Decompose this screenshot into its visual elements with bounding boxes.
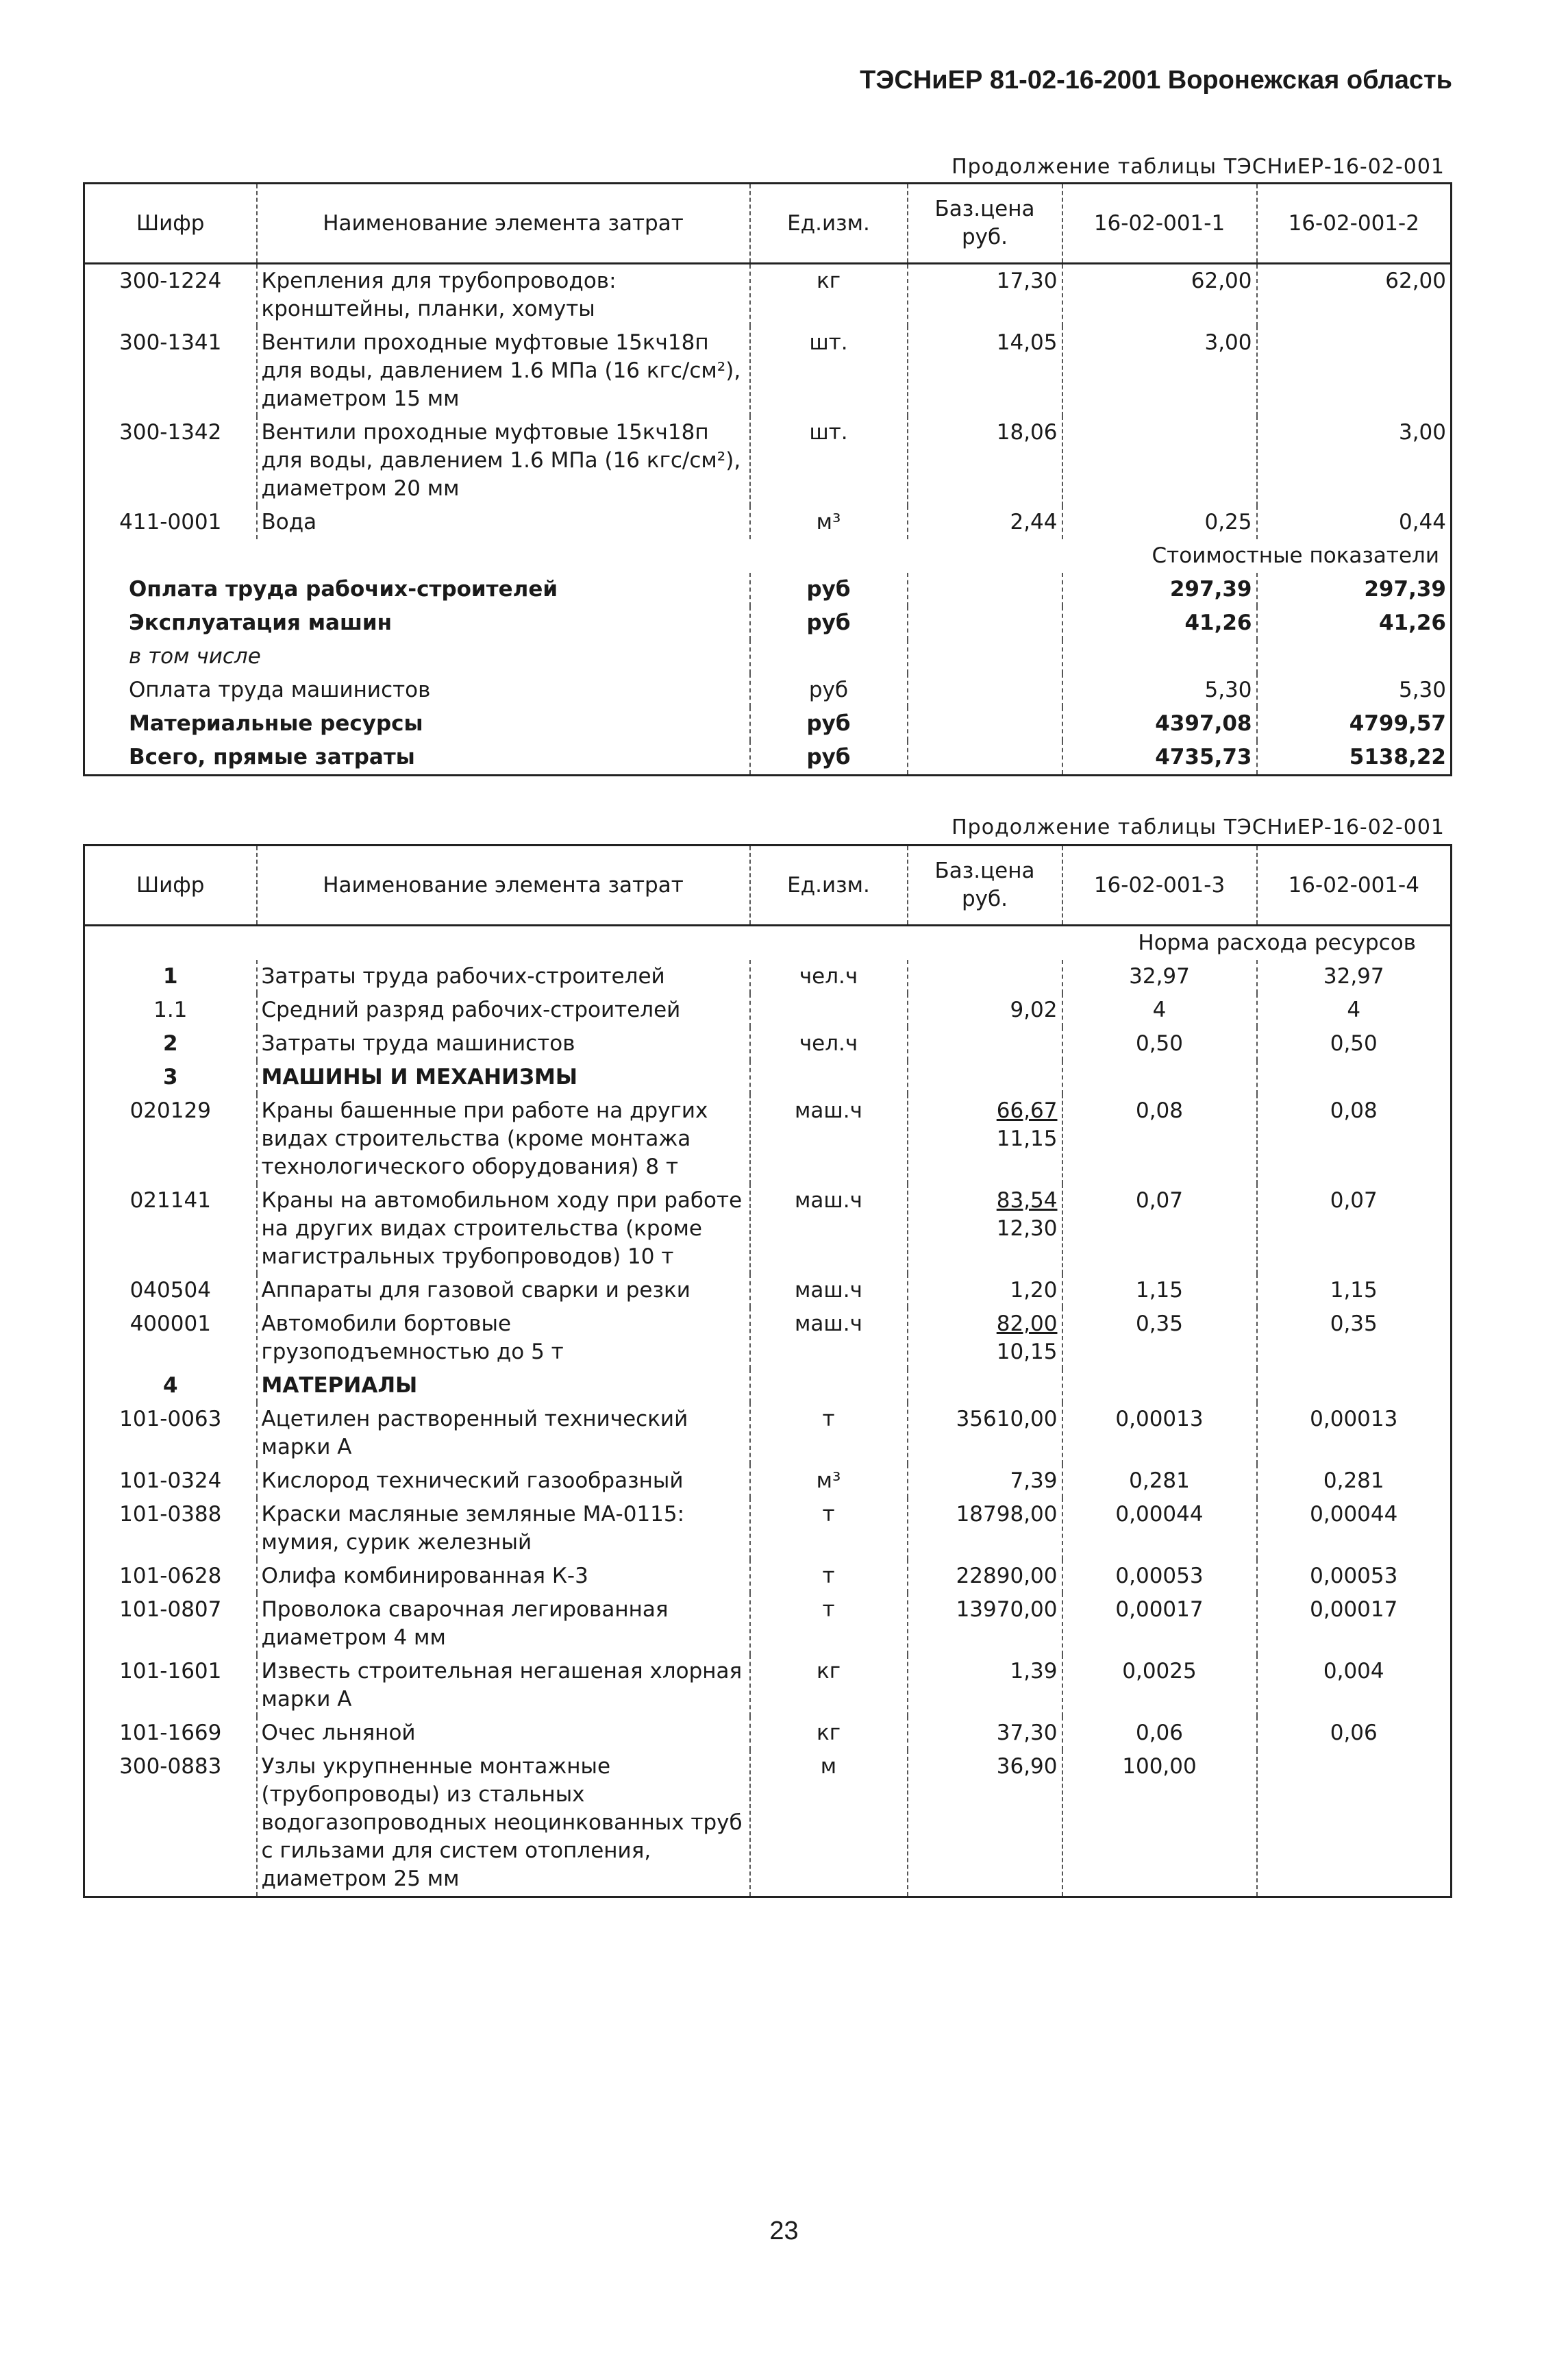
cost-name: Оплата труда машинистов bbox=[129, 678, 431, 702]
base-price-value: 35610,00 bbox=[956, 1407, 1058, 1431]
value-col-b: 0,00013 bbox=[1257, 1403, 1452, 1464]
cost-price bbox=[908, 707, 1062, 741]
base-price-value: 37,30 bbox=[996, 1721, 1058, 1745]
resource-name: Очес льняной bbox=[257, 1716, 750, 1750]
table1-header-row bbox=[84, 184, 1452, 264]
resource-code: 3 bbox=[162, 1065, 178, 1089]
col-header-name: Наименование элемента затрат bbox=[257, 846, 750, 926]
value-col-a: 100,00 bbox=[1062, 1750, 1257, 1897]
page-number: 23 bbox=[769, 2217, 799, 2245]
table-row bbox=[84, 1184, 1452, 1274]
value-col-b: 0,00053 bbox=[1257, 1559, 1452, 1593]
resource-code: 101-1601 bbox=[119, 1659, 222, 1684]
cost-col-a: 297,39 bbox=[1062, 573, 1257, 606]
table-row bbox=[84, 1094, 1452, 1184]
cost-col-b: 4799,57 bbox=[1257, 707, 1452, 741]
resource-unit: кг bbox=[750, 1655, 908, 1716]
base-price bbox=[908, 1498, 1062, 1559]
base-price-value: 7,39 bbox=[1010, 1468, 1058, 1493]
resource-code: 021141 bbox=[129, 1188, 211, 1213]
base-price-value: 66,67 bbox=[996, 1098, 1058, 1123]
resource-unit: т bbox=[750, 1403, 908, 1464]
base-price bbox=[908, 1027, 1062, 1061]
table-row bbox=[84, 1369, 1452, 1403]
base-price bbox=[908, 1750, 1062, 1897]
value-col-b: 0,06 bbox=[1257, 1716, 1452, 1750]
table1-caption: Продолжение таблицы ТЭСНиЕР-16-02-001 bbox=[951, 155, 1445, 179]
value-col-b: 0,44 bbox=[1257, 506, 1452, 539]
table-resources-1 bbox=[83, 182, 1452, 776]
value-col-a: 0,00013 bbox=[1062, 1403, 1257, 1464]
table-row bbox=[84, 1716, 1452, 1750]
base-price bbox=[908, 1593, 1062, 1655]
value-col-a: 0,07 bbox=[1062, 1184, 1257, 1274]
table-row bbox=[84, 1593, 1452, 1655]
cost-name: в том числе bbox=[129, 644, 261, 669]
base-price bbox=[908, 994, 1062, 1027]
table-row bbox=[84, 506, 1452, 539]
table2-caption: Продолжение таблицы ТЭСНиЕР-16-02-001 bbox=[951, 815, 1445, 839]
col-header-price: Баз.цена руб. bbox=[908, 184, 1062, 264]
resource-name: МАШИНЫ И МЕХАНИЗМЫ bbox=[257, 1061, 750, 1094]
base-price bbox=[908, 1464, 1062, 1498]
cost-name: Всего, прямые затраты bbox=[129, 745, 415, 769]
base-price-value: 22890,00 bbox=[956, 1564, 1058, 1588]
resource-name: Олифа комбинированная К-3 bbox=[257, 1559, 750, 1593]
resource-unit: маш.ч bbox=[750, 1094, 908, 1184]
section-label-cost: Стоимостные показатели bbox=[1152, 543, 1439, 568]
resource-unit: м³ bbox=[750, 506, 908, 539]
resource-code: 411-0001 bbox=[119, 510, 222, 534]
cost-unit: руб bbox=[750, 674, 908, 707]
resource-code: 040504 bbox=[129, 1278, 211, 1303]
table2-header-row bbox=[84, 846, 1452, 926]
value-col-a: 0,08 bbox=[1062, 1094, 1257, 1184]
resource-code: 300-1341 bbox=[119, 330, 222, 355]
table-row bbox=[84, 1464, 1452, 1498]
resource-code: 101-0324 bbox=[119, 1468, 222, 1493]
base-price-value: 18798,00 bbox=[956, 1502, 1058, 1527]
value-col-b: 3,00 bbox=[1257, 416, 1452, 506]
base-price bbox=[908, 1274, 1062, 1307]
cost-price bbox=[908, 741, 1062, 776]
col-header-a: 16-02-001-1 bbox=[1062, 184, 1257, 264]
col-header-price: Баз.цена руб. bbox=[908, 846, 1062, 926]
base-price-value: 1,39 bbox=[1010, 1659, 1058, 1684]
cost-price bbox=[908, 640, 1062, 674]
cost-price bbox=[908, 674, 1062, 707]
resource-code: 300-0883 bbox=[119, 1754, 222, 1779]
base-price: 2,44 bbox=[908, 506, 1062, 539]
value-col-a bbox=[1062, 416, 1257, 506]
resource-name: Известь строительная негашеная хлорная марки А bbox=[257, 1655, 750, 1716]
value-col-a: 0,281 bbox=[1062, 1464, 1257, 1498]
cost-col-b: 41,26 bbox=[1257, 606, 1452, 640]
table-row bbox=[84, 1559, 1452, 1593]
resource-code: 101-0063 bbox=[119, 1407, 222, 1431]
resource-code: 1.1 bbox=[153, 998, 188, 1022]
cost-price bbox=[908, 606, 1062, 640]
table-resources-2 bbox=[83, 844, 1452, 1898]
cost-row bbox=[84, 707, 1452, 741]
value-col-a: 32,97 bbox=[1062, 960, 1257, 994]
operator-wage-value: 11,15 bbox=[996, 1126, 1058, 1151]
value-col-b: 0,00044 bbox=[1257, 1498, 1452, 1559]
base-price-value: 36,90 bbox=[996, 1754, 1058, 1779]
value-col-a bbox=[1062, 1369, 1257, 1403]
value-col-a: 0,50 bbox=[1062, 1027, 1257, 1061]
value-col-a: 1,15 bbox=[1062, 1274, 1257, 1307]
base-price bbox=[908, 1716, 1062, 1750]
cost-row bbox=[84, 741, 1452, 776]
value-col-b: 0,00017 bbox=[1257, 1593, 1452, 1655]
resource-name: Узлы укрупненные монтажные (трубопроводы) из стальных водогазопроводных неоцинкованных труб с гильзами для систем отопления, диаметром 25 мм bbox=[257, 1750, 750, 1897]
value-col-a: 0,06 bbox=[1062, 1716, 1257, 1750]
value-col-a: 3,00 bbox=[1062, 326, 1257, 416]
value-col-a bbox=[1062, 1061, 1257, 1094]
table-row bbox=[84, 1061, 1452, 1094]
cost-name: Оплата труда рабочих-строителей bbox=[129, 577, 558, 602]
value-col-b: 0,50 bbox=[1257, 1027, 1452, 1061]
table-row bbox=[84, 1750, 1452, 1897]
col-header-b: 16-02-001-4 bbox=[1257, 846, 1452, 926]
resource-unit: маш.ч bbox=[750, 1184, 908, 1274]
col-header-unit: Ед.изм. bbox=[750, 846, 908, 926]
resource-name: Автомобили бортовые грузоподъемностью до 5 т bbox=[257, 1307, 750, 1369]
resource-name: Крепления для трубопроводов: кронштейны, планки, хомуты bbox=[257, 264, 750, 327]
cost-unit bbox=[750, 640, 908, 674]
cost-row bbox=[84, 573, 1452, 606]
table-row bbox=[84, 1655, 1452, 1716]
resource-unit: чел.ч bbox=[750, 1027, 908, 1061]
resource-code: 300-1342 bbox=[119, 420, 222, 445]
cost-col-a bbox=[1062, 640, 1257, 674]
col-header-b: 16-02-001-2 bbox=[1257, 184, 1452, 264]
resource-code: 1 bbox=[162, 964, 178, 989]
cost-col-a: 5,30 bbox=[1062, 674, 1257, 707]
cost-col-b bbox=[1257, 640, 1452, 674]
resource-name: Вентили проходные муфтовые 15кч18п для воды, давлением 1.6 МПа (16 кгс/см²), диаметром 20 мм bbox=[257, 416, 750, 506]
value-col-a: 0,35 bbox=[1062, 1307, 1257, 1369]
resource-name: Аппараты для газовой сварки и резки bbox=[257, 1274, 750, 1307]
base-price: 18,06 bbox=[908, 416, 1062, 506]
resource-name: Затраты труда машинистов bbox=[257, 1027, 750, 1061]
base-price: 14,05 bbox=[908, 326, 1062, 416]
resource-unit: т bbox=[750, 1498, 908, 1559]
resource-name: Вентили проходные муфтовые 15кч18п для воды, давлением 1.6 МПа (16 кгс/см²), диаметром 15 мм bbox=[257, 326, 750, 416]
section-row bbox=[84, 539, 1452, 573]
resource-code: 101-0807 bbox=[119, 1597, 222, 1622]
base-price bbox=[908, 1094, 1062, 1184]
table-row bbox=[84, 264, 1452, 327]
value-col-b: 0,35 bbox=[1257, 1307, 1452, 1369]
resource-name: Краны башенные при работе на других видах строительства (кроме монтажа технологического оборудования) 8 т bbox=[257, 1094, 750, 1184]
base-price-value: 1,20 bbox=[1010, 1278, 1058, 1303]
cost-col-a: 41,26 bbox=[1062, 606, 1257, 640]
cost-row bbox=[84, 640, 1452, 674]
value-col-b bbox=[1257, 326, 1452, 416]
resource-unit: маш.ч bbox=[750, 1274, 908, 1307]
operator-wage-value: 12,30 bbox=[996, 1216, 1058, 1241]
cost-col-a: 4397,08 bbox=[1062, 707, 1257, 741]
resource-unit: т bbox=[750, 1593, 908, 1655]
cost-unit: руб bbox=[750, 606, 908, 640]
col-header-name: Наименование элемента затрат bbox=[257, 184, 750, 264]
value-col-a: 0,0025 bbox=[1062, 1655, 1257, 1716]
cost-row bbox=[84, 674, 1452, 707]
resource-code: 4 bbox=[162, 1373, 178, 1398]
value-col-a: 4 bbox=[1062, 994, 1257, 1027]
resource-code: 101-0628 bbox=[119, 1564, 222, 1588]
cost-price bbox=[908, 573, 1062, 606]
value-col-a: 62,00 bbox=[1062, 264, 1257, 327]
cost-name: Эксплуатация машин bbox=[129, 611, 393, 635]
resource-unit: маш.ч bbox=[750, 1307, 908, 1369]
value-col-a: 0,25 bbox=[1062, 506, 1257, 539]
base-price bbox=[908, 1184, 1062, 1274]
cost-unit: руб bbox=[750, 707, 908, 741]
base-price: 17,30 bbox=[908, 264, 1062, 327]
value-col-b: 0,07 bbox=[1257, 1184, 1452, 1274]
value-col-a: 0,00017 bbox=[1062, 1593, 1257, 1655]
cost-col-b: 297,39 bbox=[1257, 573, 1452, 606]
value-col-a: 0,00053 bbox=[1062, 1559, 1257, 1593]
resource-name: МАТЕРИАЛЫ bbox=[257, 1369, 750, 1403]
resource-unit: кг bbox=[750, 264, 908, 327]
resource-name: Затраты труда рабочих-строителей bbox=[257, 960, 750, 994]
resource-code: 300-1224 bbox=[119, 269, 222, 293]
resource-code: 2 bbox=[162, 1031, 178, 1056]
table-row bbox=[84, 1027, 1452, 1061]
col-header-code: Шифр bbox=[84, 184, 257, 264]
col-header-code: Шифр bbox=[84, 846, 257, 926]
resource-name: Проволока сварочная легированная диаметром 4 мм bbox=[257, 1593, 750, 1655]
col-header-unit: Ед.изм. bbox=[750, 184, 908, 264]
base-price bbox=[908, 960, 1062, 994]
resource-code: 101-1669 bbox=[119, 1721, 222, 1745]
base-price-value: 82,00 bbox=[996, 1311, 1058, 1336]
value-col-b bbox=[1257, 1061, 1452, 1094]
resource-name: Вода bbox=[257, 506, 750, 539]
value-col-b: 62,00 bbox=[1257, 264, 1452, 327]
base-price bbox=[908, 1559, 1062, 1593]
resource-unit: чел.ч bbox=[750, 960, 908, 994]
value-col-b bbox=[1257, 1369, 1452, 1403]
resource-name: Краны на автомобильном ходу при работе на других видах строительства (кроме магистральных трубопроводов) 10 т bbox=[257, 1184, 750, 1274]
resource-code: 020129 bbox=[129, 1098, 211, 1123]
value-col-b: 4 bbox=[1257, 994, 1452, 1027]
resource-unit bbox=[750, 1061, 908, 1094]
value-col-b: 1,15 bbox=[1257, 1274, 1452, 1307]
resource-unit bbox=[750, 994, 908, 1027]
table-row bbox=[84, 1307, 1452, 1369]
base-price bbox=[908, 1403, 1062, 1464]
cost-col-b: 5138,22 bbox=[1257, 741, 1452, 776]
cost-unit: руб bbox=[750, 573, 908, 606]
base-price bbox=[908, 1655, 1062, 1716]
resource-name: Краски масляные земляные МА-0115: мумия, сурик железный bbox=[257, 1498, 750, 1559]
value-col-a: 0,00044 bbox=[1062, 1498, 1257, 1559]
table-row bbox=[84, 1403, 1452, 1464]
resource-unit bbox=[750, 1369, 908, 1403]
section-row bbox=[84, 926, 1452, 961]
value-col-b: 0,004 bbox=[1257, 1655, 1452, 1716]
base-price-value: 9,02 bbox=[1010, 998, 1058, 1022]
resource-unit: шт. bbox=[750, 326, 908, 416]
table-row bbox=[84, 1498, 1452, 1559]
operator-wage-value: 10,15 bbox=[996, 1340, 1058, 1364]
resource-unit: шт. bbox=[750, 416, 908, 506]
value-col-b: 32,97 bbox=[1257, 960, 1452, 994]
base-price-value: 13970,00 bbox=[956, 1597, 1058, 1622]
resource-unit: м³ bbox=[750, 1464, 908, 1498]
cost-col-b: 5,30 bbox=[1257, 674, 1452, 707]
table-row bbox=[84, 994, 1452, 1027]
base-price-value: 83,54 bbox=[996, 1188, 1058, 1213]
cost-col-a: 4735,73 bbox=[1062, 741, 1257, 776]
table-row bbox=[84, 416, 1452, 506]
value-col-b bbox=[1257, 1750, 1452, 1897]
resource-code: 400001 bbox=[129, 1311, 211, 1336]
value-col-b: 0,281 bbox=[1257, 1464, 1452, 1498]
base-price bbox=[908, 1307, 1062, 1369]
resource-unit: кг bbox=[750, 1716, 908, 1750]
resource-unit: т bbox=[750, 1559, 908, 1593]
cost-name: Материальные ресурсы bbox=[129, 711, 423, 736]
resource-unit: м bbox=[750, 1750, 908, 1897]
document-header: ТЭСНиЕР 81-02-16-2001 Воронежская область bbox=[860, 66, 1452, 95]
resource-name: Кислород технический газообразный bbox=[257, 1464, 750, 1498]
col-header-a: 16-02-001-3 bbox=[1062, 846, 1257, 926]
resource-name: Средний разряд рабочих-строителей bbox=[257, 994, 750, 1027]
resource-code: 101-0388 bbox=[119, 1502, 222, 1527]
base-price bbox=[908, 1061, 1062, 1094]
table-row bbox=[84, 1274, 1452, 1307]
table-row bbox=[84, 960, 1452, 994]
table-row bbox=[84, 326, 1452, 416]
resource-name: Ацетилен растворенный технический марки А bbox=[257, 1403, 750, 1464]
value-col-b: 0,08 bbox=[1257, 1094, 1452, 1184]
section-label-norm: Норма расхода ресурсов bbox=[1138, 930, 1416, 955]
cost-unit: руб bbox=[750, 741, 908, 776]
cost-row bbox=[84, 606, 1452, 640]
base-price bbox=[908, 1369, 1062, 1403]
